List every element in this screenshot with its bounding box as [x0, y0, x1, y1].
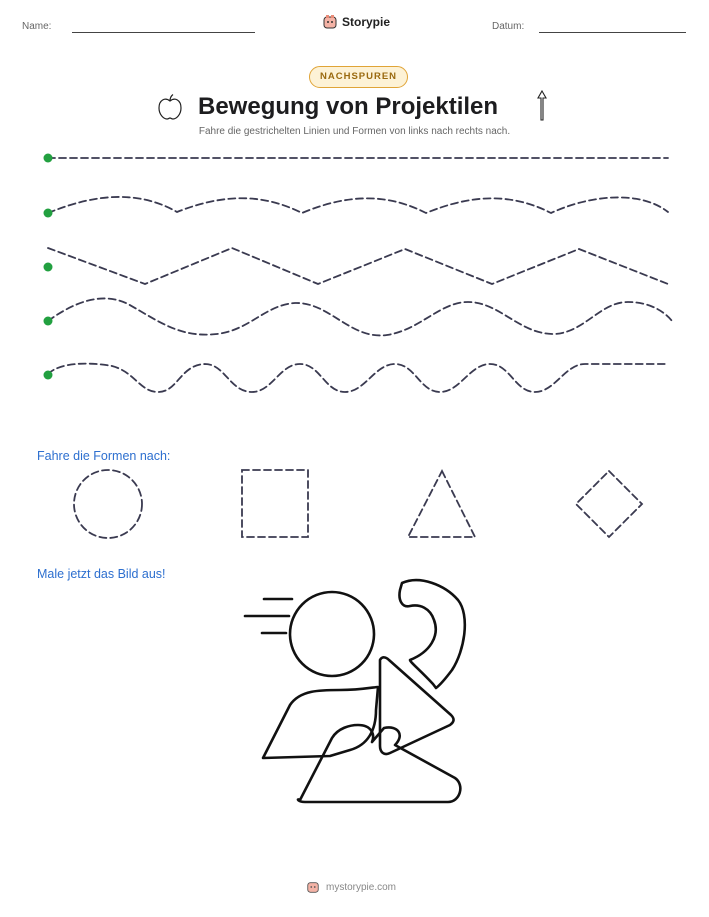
tracing-line-wave[interactable] — [48, 298, 672, 335]
footer — [306, 880, 396, 894]
trace-shape-square[interactable] — [242, 470, 308, 537]
tracing-line-deep-wave[interactable] — [48, 364, 668, 392]
name-label: Name: — [22, 21, 52, 32]
projectile-motion-figure[interactable] — [245, 580, 465, 802]
trace-shape-diamond[interactable] — [576, 471, 642, 537]
trace-shape-triangle[interactable] — [408, 471, 475, 537]
tracing-line-gentle-wave[interactable] — [48, 197, 668, 213]
date-label: Datum: — [492, 21, 525, 32]
start-dot — [44, 209, 53, 218]
instruction-text: Fahre die gestrichelten Linien und Formen von links nach rechts nach. — [198, 126, 511, 137]
page-title: Bewegung von Projektilen — [198, 93, 499, 120]
shapes-section-label: Fahre die Formen nach: — [37, 449, 171, 463]
storypie-logo-icon — [306, 880, 320, 894]
coloring-section-label: Male jetzt das Bild aus! — [37, 567, 166, 581]
worksheet-badge: NACHSPUREN — [309, 66, 408, 88]
start-dot — [44, 371, 53, 380]
start-dot — [44, 317, 53, 326]
footer-url[interactable]: mystorypie.com — [326, 881, 397, 893]
tracing-line-zigzag[interactable] — [48, 248, 668, 284]
start-dot — [44, 154, 53, 163]
brand-name: Storypie — [342, 15, 391, 29]
trace-shape-circle[interactable] — [74, 470, 142, 538]
start-dot — [44, 263, 53, 272]
